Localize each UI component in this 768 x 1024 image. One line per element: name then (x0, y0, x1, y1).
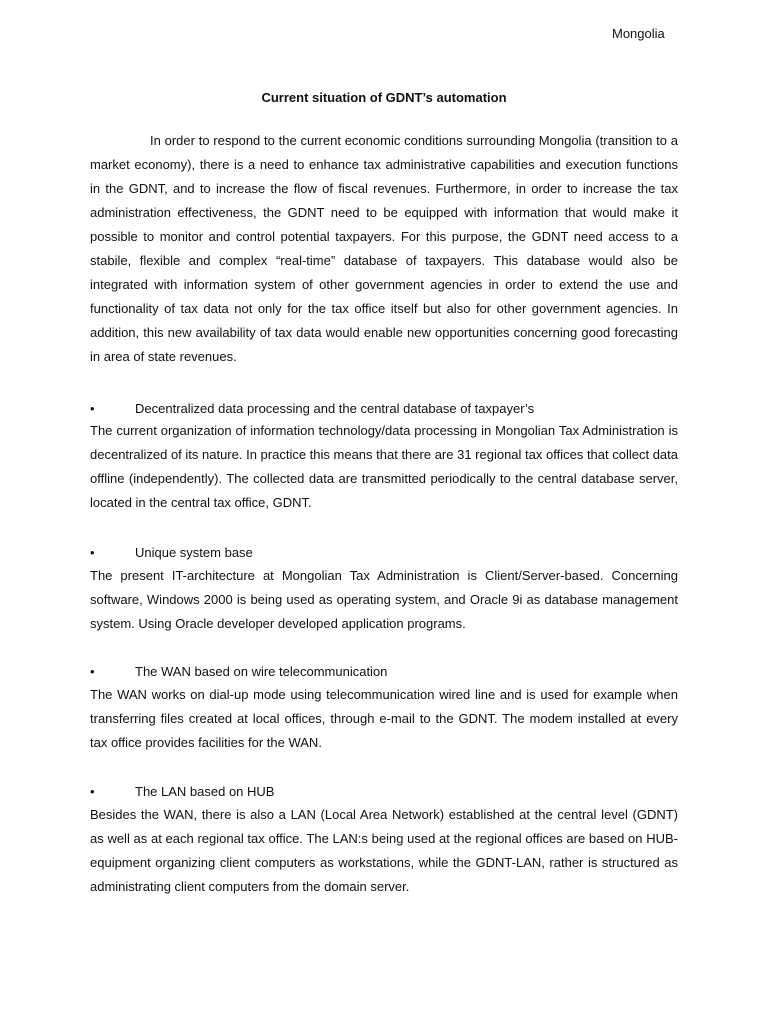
section-body-lan: Besides the WAN, there is also a LAN (Local Area Network) established at the central level (GDNT) as well as at each regional tax office. The LAN:s being used at the regional offices are based on HUB-equipment organizing client computers as workstations, while the GDNT-LAN, rather is structured as administrating client computers from the domain server. (90, 807, 678, 894)
section-heading-wan (90, 660, 678, 684)
bullet-icon: • (90, 401, 95, 416)
bullet-icon: • (90, 784, 95, 799)
intro-paragraph: In order to respond to the current economic conditions surrounding Mongolia (transition to a market economy), there is a need to enhance tax administrative capabilities and execution functions in the GDNT, and to increase the flow of fiscal revenues. Furthermore, in order to increase the tax administration effectiveness, the GDNT need to be equipped with information that would make it possible to monitor and control potential taxpayers. For this purpose, the GDNT need access to a stabile, flexible and complex “real-time” database of taxpayers. This database would also be integrated with information system of other government agencies in order to extend the use and functionality of tax data not only for the tax office itself but also for other government agencies. In addition, this new availability of tax data would enable new opportunities concerning good forecasting in area of state revenues. (90, 133, 678, 364)
section-body-system-base: The present IT-architecture at Mongolian Tax Administration is Client/Server-based. Concerning software, Windows 2000 is being used as operating system, and Oracle 9i as database management system. Using Oracle developer developed application programs. (90, 568, 678, 631)
document-title: Current situation of GDNT’s automation (261, 90, 507, 105)
section-heading-lan (90, 780, 678, 804)
section-heading-text: Unique system base (135, 545, 253, 560)
section-heading-decentralized (90, 397, 678, 421)
bullet-icon: • (90, 664, 95, 679)
section-body-decentralized: The current organization of information technology/data processing in Mongolian Tax Administration is decentralized of its nature. In practice this means that there are 31 regional tax offices that collect data offline (independently). The collected data are transmitted periodically to the central database server, located in the central tax office, GDNT. (90, 423, 678, 510)
section-body-wan: The WAN works on dial-up mode using telecommunication wired line and is used for example when transferring files created at local offices, through e-mail to the GDNT. The modem installed at every tax office provides facilities for the WAN. (90, 687, 678, 750)
bullet-icon: • (90, 545, 95, 560)
section-heading-text: The LAN based on HUB (135, 784, 275, 799)
section-heading-system-base (90, 541, 678, 565)
page-header-country: Mongolia (612, 26, 665, 41)
section-heading-text: Decentralized data processing and the central database of taxpayer’s (135, 401, 535, 416)
section-heading-text: The WAN based on wire telecommunication (135, 664, 388, 679)
